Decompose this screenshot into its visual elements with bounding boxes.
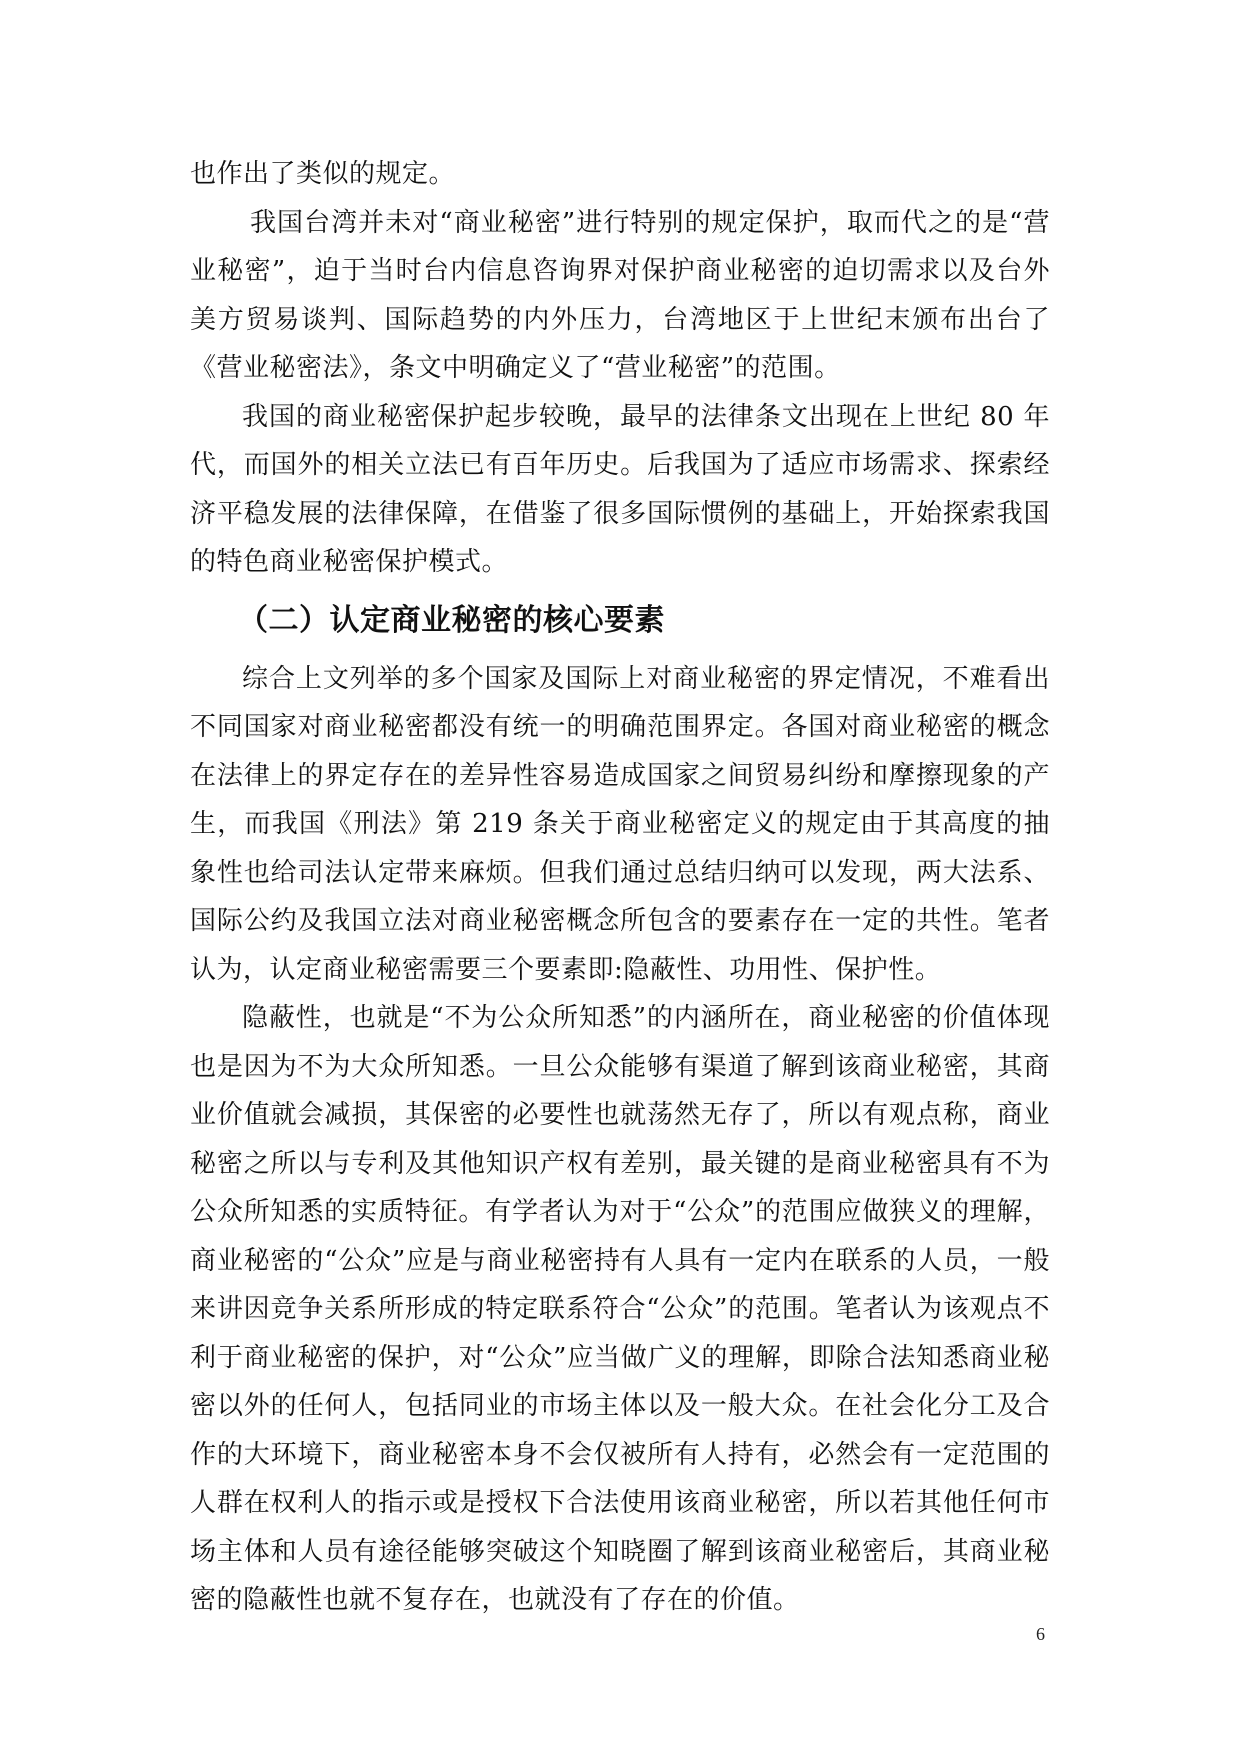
paragraph-core-elements: 综合上文列举的多个国家及国际上对商业秘密的界定情况，不难看出不同国家对商业秘密都没有统一的明确范围界定。各国对商业秘密的概念在法律上的界定存在的差异性容易造成国家之间贸易纠纷和摩擦现象的产生，而我国《刑法》第 219 条关于商业秘密定义的规定由于其高度的抽象性也给司法认定带来麻烦。但我们通过总结归纳可以发现，两大法系、国际公约及我国立法对商业秘密概念所包含的要素存在一定的共性。笔者认为，认定商业秘密需要三个要素即:隐蔽性、功用性、保护性。 — [190, 663, 1050, 985]
section-heading: （二）认定商业秘密的核心要素 — [238, 602, 665, 638]
page-body — [190, 150, 1050, 1625]
paragraph-concealment: 隐蔽性，也就是“不为公众所知悉”的内涵所在，商业秘密的价值体现也是因为不为大众所知悉。一旦公众能够有渠道了解到该商业秘密，其商业价值就会减损，其保密的必要性也就荡然无存了，所以有观点称，商业秘密之所以与专利及其他知识产权有差别，最关键的是商业秘密具有不为公众所知悉的实质特征。有学者认为对于“公众”的范围应做狭义的理解，商业秘密的“公众”应是与商业秘密持有人具有一定内在联系的人员，一般来讲因竞争关系所形成的特定联系符合“公众”的范围。笔者认为该观点不利于商业秘密的保护，对“公众”应当做广义的理解，即除合法知悉商业秘密以外的任何人，包括同业的市场主体以及一般大众。在社会化分工及合作的大环境下，商业秘密本身不会仅被所有人持有，必然会有一定范围的人群在权利人的指示或是授权下合法使用该商业秘密，所以若其他任何市场主体和人员有途径能够突破这个知晓圈了解到该商业秘密后，其商业秘密的隐蔽性也就不复存在，也就没有了存在的价值。 — [190, 1003, 1050, 1615]
paragraph-continuation: 也作出了类似的规定。 — [190, 159, 456, 189]
page-number: 6 — [1036, 1624, 1045, 1644]
paragraph-taiwan: 我国台湾并未对“商业秘密”进行特别的规定保护，取而代之的是“营业秘密”，迫于当时台内信息咨询界对保护商业秘密的迫切需求以及台外美方贸易谈判、国际趋势的内外压力，台湾地区于上世纪末颁布出台了《营业秘密法》，条文中明确定义了“营业秘密”的范围。 — [190, 207, 1050, 383]
paragraph-china-history: 我国的商业秘密保护起步较晚，最早的法律条文出现在上世纪 80 年代，而国外的相关立法已有百年历史。后我国为了适应市场需求、探索经济平稳发展的法律保障，在借鉴了很多国际惯例的基础上，开始探索我国的特色商业秘密保护模式。 — [190, 401, 1050, 577]
